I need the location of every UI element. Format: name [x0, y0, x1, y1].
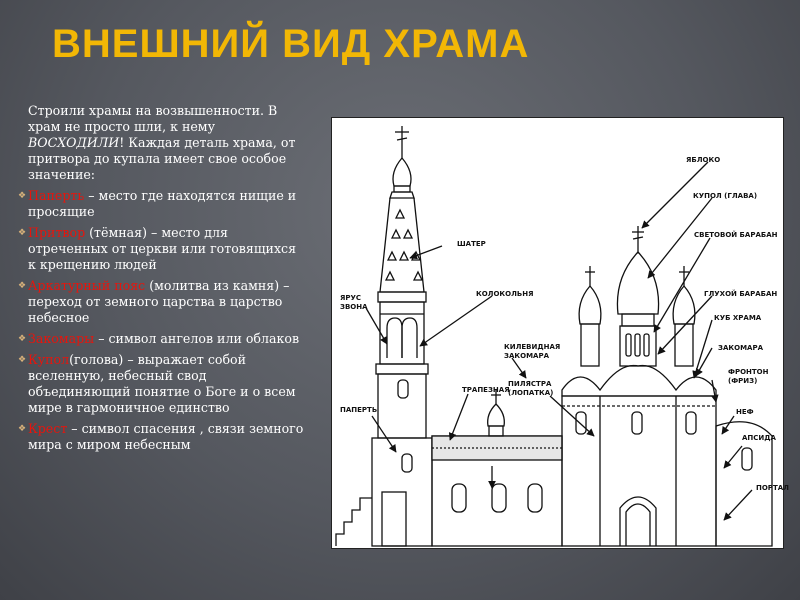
bullet-desc: – место где находятся нищие и просящие [28, 188, 297, 219]
label-line: ЯРУС [340, 294, 362, 302]
bullet-desc: (голова) – выражает собой вселенную, небесный свод объединяющий понятие о Боге и о всем мире в гармоничное единство [28, 352, 296, 415]
label-line: ЗВОНА [340, 303, 368, 311]
label-fronton [728, 368, 768, 386]
label-kupol: КУПОЛ (ГЛАВА) [693, 192, 758, 200]
bullet-term: Притвор [28, 225, 86, 240]
bullet-term: Паперть [28, 188, 85, 203]
label-yabloko: ЯБЛОКО [686, 156, 721, 164]
bullet-desc: – символ ангелов или облаков [94, 331, 300, 346]
church-diagram [331, 117, 789, 549]
main-church [562, 226, 772, 546]
label-portal: ПОРТАЛ [756, 484, 789, 492]
intro-text: Строили храмы на возвышенности. В храм не просто шли, к нему [28, 103, 278, 134]
bell-tower [336, 126, 432, 546]
label-line: (ЛОПАТКА) [508, 389, 554, 397]
slide-title: ВНЕШНИЙ ВИД ХРАМА [52, 22, 530, 66]
label-line: ПИЛЯСТРА [508, 380, 552, 388]
label-svetovoy-baraban: СВЕТОВОЙ БАРАБАН [694, 231, 778, 239]
bullet-icon: ❖ [18, 334, 27, 344]
label-line: ФРОНТОН [728, 368, 769, 376]
bullet-term: Крест [28, 421, 68, 436]
label-yarus-zvona [340, 294, 368, 312]
intro-emphasis: ВОСХОДИЛИ [28, 135, 120, 150]
label-gluhoy-baraban: ГЛУХОЙ БАРАБАН [704, 290, 778, 298]
bullet-desc: (молитва из камня) – переход от земного царства в царство небесное [28, 278, 290, 325]
label-line: (ФРИЗ) [728, 377, 758, 385]
label-paperty: ПАПЕРТЬ [340, 406, 378, 414]
bullet-paperty [18, 188, 304, 220]
label-trapeznaya: ТРАПЕЗНАЯ [462, 386, 510, 394]
bullet-term: Купол [28, 352, 70, 367]
label-line: КИЛЕВИДНАЯ [504, 343, 561, 351]
intro-text-end: ! Каждая деталь храма, от притвора до купала имеет свое особое значение: [28, 135, 296, 182]
bullet-arkatura [18, 278, 304, 326]
refectory [432, 390, 562, 546]
bullet-kupol [18, 352, 304, 416]
intro-paragraph [22, 103, 304, 183]
church-drawing [332, 118, 783, 548]
bullet-icon: ❖ [18, 424, 27, 434]
bullet-term: Аркатурный пояс [28, 278, 146, 293]
bullet-krest [18, 421, 304, 453]
label-kolokolnya: КОЛОКОЛЬНЯ [476, 290, 534, 298]
bullet-pritvor [18, 225, 304, 273]
label-kilevidnaya-zakomara [504, 343, 560, 361]
bullet-zakomary [18, 331, 304, 347]
label-apsida: АПСИДА [742, 434, 776, 442]
bullet-term: Закомары [28, 331, 95, 346]
label-nef: НЕФ [736, 408, 754, 416]
label-pilyastra [508, 380, 553, 398]
bullet-icon: ❖ [18, 281, 27, 291]
text-panel [18, 103, 304, 458]
bullet-desc: – символ спасения , связи земного мира с миром небесным [28, 421, 304, 452]
bullet-desc: (тёмная) – место для отреченных от церкви или готовящихся к крещению людей [28, 225, 297, 272]
label-shater: ШАТЕР [457, 240, 486, 248]
label-zakomara: ЗАКОМАРА [718, 344, 763, 352]
bullet-icon: ❖ [18, 355, 27, 365]
bullet-icon: ❖ [18, 228, 27, 238]
label-line: ЗАКОМАРА [504, 352, 549, 360]
label-kub-hrama: КУБ ХРАМА [714, 314, 762, 322]
bullet-icon: ❖ [18, 191, 27, 201]
